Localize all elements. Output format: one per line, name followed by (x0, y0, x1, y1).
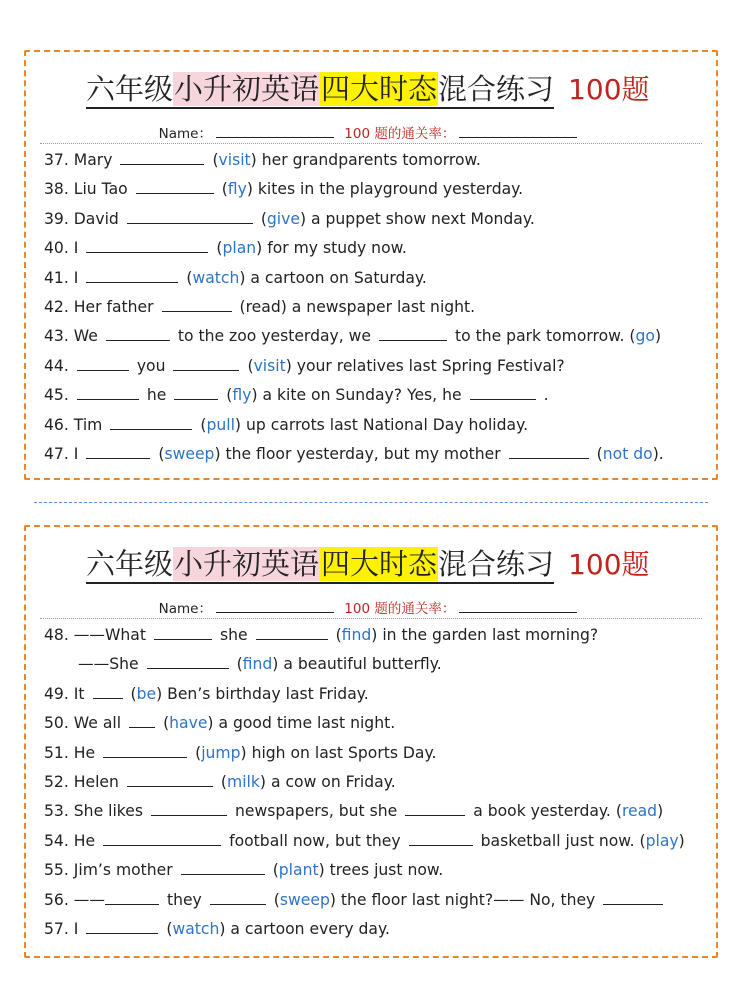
question-text: Ben’s birthday last Friday. (167, 684, 369, 703)
question-54: 54. He football now, but they basketball just now. (play) (44, 831, 685, 850)
verb-hint: fly (232, 386, 252, 405)
question-text: 44. (44, 356, 69, 375)
question-text: up carrots last National Day holiday. (245, 415, 529, 434)
question-text: kites in the playground yesterday. (257, 180, 524, 199)
worksheet-card-2 (24, 525, 718, 958)
question-50: 50. We all (have) a good time last night. (44, 714, 396, 733)
verb-hint: watch (192, 268, 240, 287)
answer-blank[interactable] (379, 326, 447, 341)
answer-blank[interactable] (603, 890, 663, 905)
question-text: She likes (73, 802, 143, 821)
question-text: you (136, 356, 166, 375)
pass-rate-field[interactable] (459, 125, 577, 138)
question-text: she (219, 626, 248, 644)
question-text: 41. (44, 268, 69, 287)
answer-blank[interactable] (103, 743, 187, 758)
answer-blank[interactable] (110, 415, 192, 430)
question-text: for my study now. (267, 239, 407, 258)
question-text: ). (652, 444, 664, 463)
answer-blank[interactable] (86, 238, 208, 253)
verb-hint: have (169, 714, 208, 733)
name-field[interactable] (216, 600, 334, 613)
worksheet-title: 六年级小升初英语四大时态混合练习 100题 (86, 541, 666, 587)
question-text: ——What (73, 626, 146, 644)
answer-blank[interactable] (77, 356, 129, 371)
question-text: trees just now. (329, 861, 444, 880)
question-text: 57. (44, 919, 69, 938)
verb-hint: go (635, 327, 655, 346)
question-text: 53. (44, 802, 69, 821)
question-text: (read) (239, 297, 287, 316)
verb-hint: read (621, 802, 658, 821)
question-text: 38. (44, 180, 69, 199)
question-41: 41. I (watch) a cartoon on Saturday. (44, 268, 427, 287)
question-text: the floor yesterday, but my mother (225, 444, 501, 463)
divider (40, 618, 702, 619)
question-text: We (73, 327, 98, 346)
question-text: a good time last night. (218, 714, 396, 733)
question-text: 48. (44, 626, 69, 644)
name-label: Name： (158, 601, 212, 617)
verb-hint: milk (227, 772, 260, 791)
verb-hint: find (242, 655, 273, 674)
question-56: 56. —— they (sweep) the floor last night?—— No, they (44, 886, 706, 915)
question-text: I (73, 444, 79, 463)
question-text: the floor last night?—— No, they (340, 890, 596, 909)
question-text: 42. (44, 297, 69, 316)
verb-hint: sweep (279, 890, 330, 909)
question-text: Liu Tao (73, 180, 128, 199)
question-text: a newspaper last night. (291, 297, 476, 316)
question-text: basketball just now. (480, 831, 635, 850)
answer-blank[interactable] (151, 801, 227, 816)
question-text: He (73, 743, 96, 762)
question-text: Jim’s mother (73, 861, 173, 880)
question-count: 100题 (568, 73, 650, 106)
question-53: 53. She likes newspapers, but she a book yesterday. (read) (44, 802, 664, 821)
answer-blank[interactable] (86, 919, 158, 934)
question-text: Mary (73, 151, 113, 169)
question-text: a cartoon on Saturday. (250, 268, 427, 287)
name-line (26, 122, 716, 142)
question-45: 45. he (fly) a kite on Sunday? Yes, he . (44, 386, 549, 405)
question-text: 46. (44, 415, 69, 434)
question-38: 38. Liu Tao (fly) kites in the playground yesterday. (44, 180, 524, 199)
question-text: 37. (44, 151, 69, 169)
question-text: We all (73, 714, 122, 733)
answer-blank[interactable] (86, 444, 150, 459)
name-field[interactable] (216, 125, 334, 138)
question-text: 51. (44, 743, 69, 762)
answer-blank[interactable] (103, 831, 221, 846)
question-46: 46. Tim (pull) up carrots last National Day holiday. (44, 415, 529, 434)
question-47: 47. I (sweep) the floor yesterday, but my mother (not do). (44, 444, 664, 463)
question-list (44, 146, 706, 469)
question-text: 56. (44, 890, 69, 909)
verb-hint: fly (227, 180, 247, 199)
answer-blank[interactable] (105, 890, 159, 905)
question-text: —— (73, 890, 105, 909)
question-42 (44, 293, 706, 322)
answer-blank[interactable] (127, 209, 253, 224)
answer-blank[interactable] (136, 179, 214, 194)
question-text: He (73, 831, 96, 850)
verb-hint: visit (218, 151, 251, 169)
verb-hint: pull (206, 415, 235, 434)
question-text: in the garden last morning? (382, 626, 599, 644)
question-text: he (146, 386, 167, 405)
answer-blank[interactable] (405, 801, 465, 816)
answer-blank[interactable] (93, 684, 123, 699)
answer-blank[interactable] (409, 831, 473, 846)
divider (40, 143, 702, 144)
question-list (44, 621, 706, 944)
question-text: I (73, 268, 79, 287)
question-text: newspapers, but she (234, 802, 398, 821)
verb-hint: plan (222, 239, 257, 258)
question-text: high on last Sports Day. (251, 743, 437, 762)
answer-blank[interactable] (509, 444, 589, 459)
question-39: 39. David (give) a puppet show next Monday. (44, 209, 535, 228)
question-52: 52. Helen (milk) a cow on Friday. (44, 772, 396, 791)
question-text: 49. (44, 684, 69, 703)
question-text: 54. (44, 831, 69, 850)
question-text: to the park tomorrow. (455, 327, 625, 346)
verb-hint: sweep (164, 444, 215, 463)
answer-blank[interactable] (86, 268, 178, 283)
answer-blank[interactable] (127, 772, 213, 787)
answer-blank[interactable] (470, 385, 536, 400)
question-text: your relatives last Spring Festival? (296, 356, 565, 375)
question-37: 37. Mary (visit) her grandparents tomorrow. (44, 151, 481, 169)
verb-hint: visit (253, 356, 286, 375)
question-49: 49. It (be) Ben’s birthday last Friday. (44, 684, 369, 703)
answer-blank[interactable] (256, 625, 328, 640)
answer-blank[interactable] (162, 297, 232, 312)
question-text: 52. (44, 772, 69, 791)
answer-blank[interactable] (147, 654, 229, 669)
question-text: 45. (44, 386, 69, 405)
verb-hint: find (341, 626, 372, 644)
answer-blank[interactable] (129, 713, 155, 728)
name-label: Name： (158, 126, 212, 142)
question-text: 47. (44, 444, 69, 463)
answer-blank[interactable] (106, 326, 170, 341)
verb-hint: watch (172, 919, 220, 938)
verb-hint: play (645, 831, 679, 850)
question-count: 100题 (568, 548, 650, 581)
question-text: 40. (44, 239, 69, 258)
question-44: 44. you (visit) your relatives last Spring Festival? (44, 356, 565, 375)
worksheet-card-1 (24, 50, 718, 480)
answer-blank[interactable] (181, 860, 265, 875)
question-text: ——She (78, 655, 139, 674)
answer-blank[interactable] (120, 150, 204, 165)
question-43: 43. We to the zoo yesterday, we to the park tomorrow. (go) (44, 327, 662, 346)
question-text: to the zoo yesterday, we (177, 327, 372, 346)
question-text: David (73, 209, 119, 228)
pass-rate-label: 100 题的通关率： (344, 601, 456, 617)
question-text: It (73, 684, 85, 703)
worksheet-title: 六年级小升初英语四大时态混合练习 100题 (86, 66, 666, 112)
question-text: they (166, 890, 202, 909)
question-text: . (543, 386, 549, 405)
question-text: a beautiful butterfly. (283, 655, 442, 674)
question-text: football now, but they (229, 831, 401, 850)
question-48: 48. ——What she (find) in the garden last morning? (44, 626, 599, 644)
answer-blank[interactable] (77, 385, 139, 400)
question-57: 57. I (watch) a cartoon every day. (44, 919, 390, 938)
pass-rate-label: 100 题的通关率： (344, 126, 456, 142)
answer-blank[interactable] (174, 385, 218, 400)
verb-hint: not do (602, 444, 653, 463)
question-text: 55. (44, 861, 69, 880)
question-text: 43. (44, 327, 69, 346)
question-text: a kite on Sunday? Yes, he (262, 386, 462, 405)
question-text: Tim (73, 415, 103, 434)
section-separator (34, 502, 708, 503)
answer-blank[interactable] (154, 625, 212, 640)
question-40: 40. I (plan) for my study now. (44, 239, 407, 258)
question-48-reply: ——She (find) a beautiful butterfly. (78, 655, 442, 674)
name-line (26, 597, 716, 617)
question-text: a cow on Friday. (270, 772, 396, 791)
question-text: her grandparents tomorrow. (261, 151, 481, 169)
question-text: Helen (73, 772, 119, 791)
verb-hint: give (266, 209, 300, 228)
verb-hint: jump (201, 743, 241, 762)
verb-hint: be (136, 684, 157, 703)
question-text: 50. (44, 714, 69, 733)
answer-blank[interactable] (173, 356, 239, 371)
question-text: 39. (44, 209, 69, 228)
question-51: 51. He (jump) high on last Sports Day. (44, 743, 437, 762)
question-text: a book yesterday. (473, 802, 611, 821)
answer-blank[interactable] (210, 890, 266, 905)
question-text: Her father (73, 297, 154, 316)
pass-rate-field[interactable] (459, 600, 577, 613)
question-text: a puppet show next Monday. (311, 209, 535, 228)
verb-hint: plant (278, 861, 319, 880)
question-text: I (73, 919, 79, 938)
question-text: I (73, 239, 79, 258)
question-text: a cartoon every day. (230, 919, 390, 938)
question-55: 55. Jim’s mother (plant) trees just now. (44, 861, 444, 880)
